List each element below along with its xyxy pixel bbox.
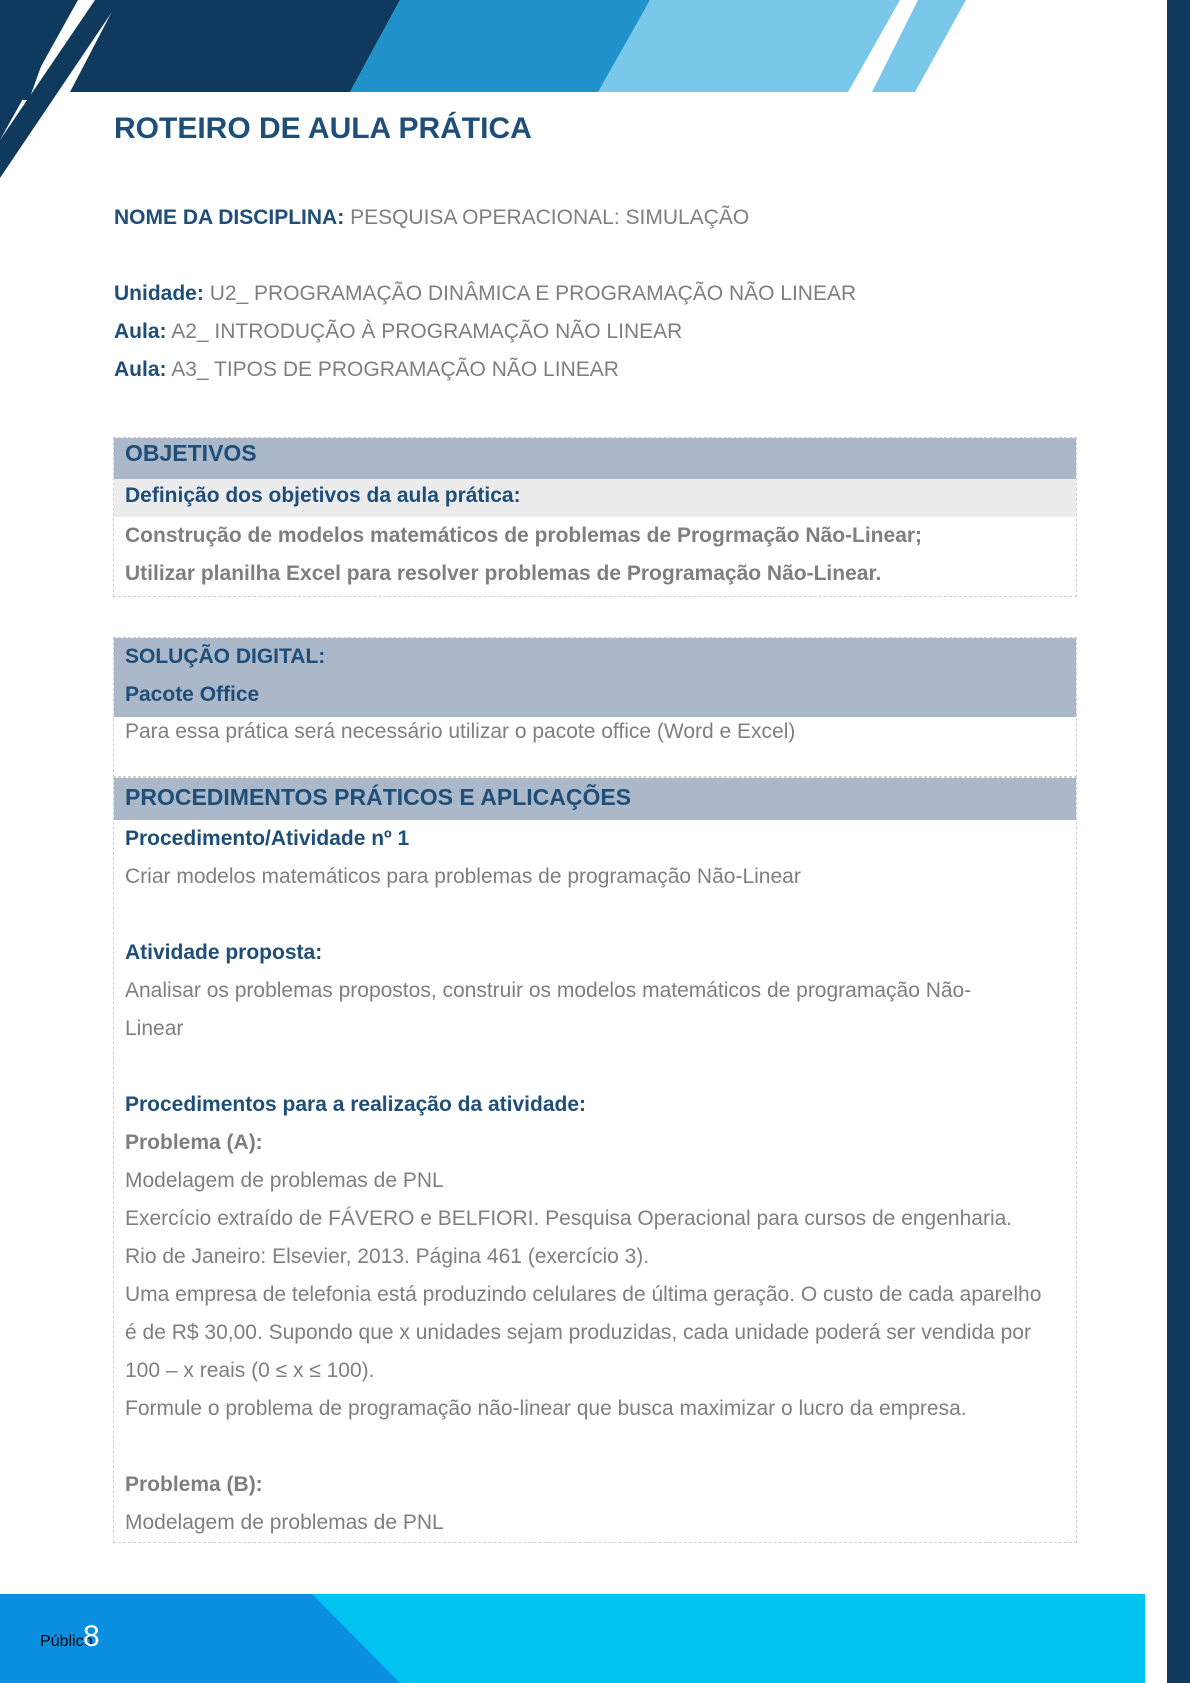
- footer-banner: [0, 1594, 1145, 1683]
- unidade-line: [114, 282, 856, 306]
- aula-value: A2_ INTRODUÇÃO À PROGRAMAÇÃO NÃO LINEAR: [171, 320, 683, 343]
- atividade-text: Criar modelos matemáticos para problemas de programação Não-Linear: [125, 865, 801, 888]
- problema-b-label: Problema (B):: [125, 1473, 263, 1496]
- proposta-label: Atividade proposta:: [125, 941, 323, 964]
- proposta-text-line: Analisar os problemas propostos, construir os modelos matemáticos de programação Não-: [125, 979, 972, 1002]
- aula-label: Aula:: [114, 358, 167, 381]
- disciplina-value: PESQUISA OPERACIONAL: SIMULAÇÃO: [350, 206, 750, 229]
- header-banner: [0, 0, 1190, 100]
- objetivo-item: Construção de modelos matemáticos de problemas de Progrmação Não-Linear;: [125, 524, 923, 547]
- procedimentos-heading: PROCEDIMENTOS PRÁTICOS E APLICAÇÕES: [114, 778, 1076, 820]
- solucao-text: Para essa prática será necessário utilizar o pacote office (Word e Excel): [125, 720, 796, 743]
- problema-a-line: é de R$ 30,00. Supondo que x unidades sejam produzidas, cada unidade poderá ser vendida por: [125, 1321, 1031, 1344]
- problema-a-line: Formule o problema de programação não-linear que busca maximizar o lucro da empresa.: [125, 1397, 967, 1420]
- problema-a-line: 100 – x reais (0 ≤ x ≤ 100).: [125, 1359, 375, 1382]
- aula-label: Aula:: [114, 320, 167, 343]
- atividade-label: Procedimento/Atividade nº 1: [125, 827, 410, 850]
- problema-a-line: Rio de Janeiro: Elsevier, 2013. Página 461 (exercício 3).: [125, 1245, 650, 1268]
- problema-a-label: Problema (A):: [125, 1131, 263, 1154]
- procedimentos-section: [113, 777, 1077, 1543]
- unidade-label: Unidade:: [114, 282, 204, 305]
- objetivos-section: [113, 437, 1077, 597]
- problema-a-line: Exercício extraído de FÁVERO e BELFIORI. Pesquisa Operacional para cursos de engenharia.: [125, 1207, 1013, 1230]
- realizacao-label: Procedimentos para a realização da atividade:: [125, 1093, 587, 1116]
- aula-line: [114, 358, 619, 382]
- unidade-value: U2_ PROGRAMAÇÃO DINÂMICA E PROGRAMAÇÃO NÃO LINEAR: [209, 282, 857, 305]
- disciplina-label: NOME DA DISCIPLINA:: [114, 206, 345, 229]
- solucao-subheading: Pacote Office: [125, 683, 260, 706]
- disciplina-line: [114, 206, 749, 230]
- solucao-header: [114, 638, 1076, 717]
- right-edge-bar: [1167, 0, 1190, 1683]
- aula-value: A3_ TIPOS DE PROGRAMAÇÃO NÃO LINEAR: [171, 358, 619, 381]
- objetivo-item: Utilizar planilha Excel para resolver problemas de Programação Não-Linear.: [125, 562, 882, 585]
- problema-a-line: Modelagem de problemas de PNL: [125, 1169, 444, 1192]
- header-stripe-left: [0, 0, 130, 180]
- solucao-heading: SOLUÇÃO DIGITAL:: [125, 645, 326, 668]
- problema-b-line: Modelagem de problemas de PNL: [125, 1511, 444, 1534]
- aula-line: [114, 320, 682, 344]
- problema-a-line: Uma empresa de telefonia está produzindo celulares de última geração. O custo de cada aparelho: [125, 1283, 1042, 1306]
- solucao-section: [113, 637, 1077, 777]
- proposta-text-line: Linear: [125, 1017, 184, 1040]
- objetivos-subheading: Definição dos objetivos da aula prática:: [114, 479, 1076, 517]
- footer-label: Público: [40, 1633, 93, 1650]
- page-title: ROTEIRO DE AULA PRÁTICA: [114, 112, 532, 145]
- objetivos-heading: OBJETIVOS: [114, 438, 1076, 479]
- page-number: 8: [83, 1620, 100, 1653]
